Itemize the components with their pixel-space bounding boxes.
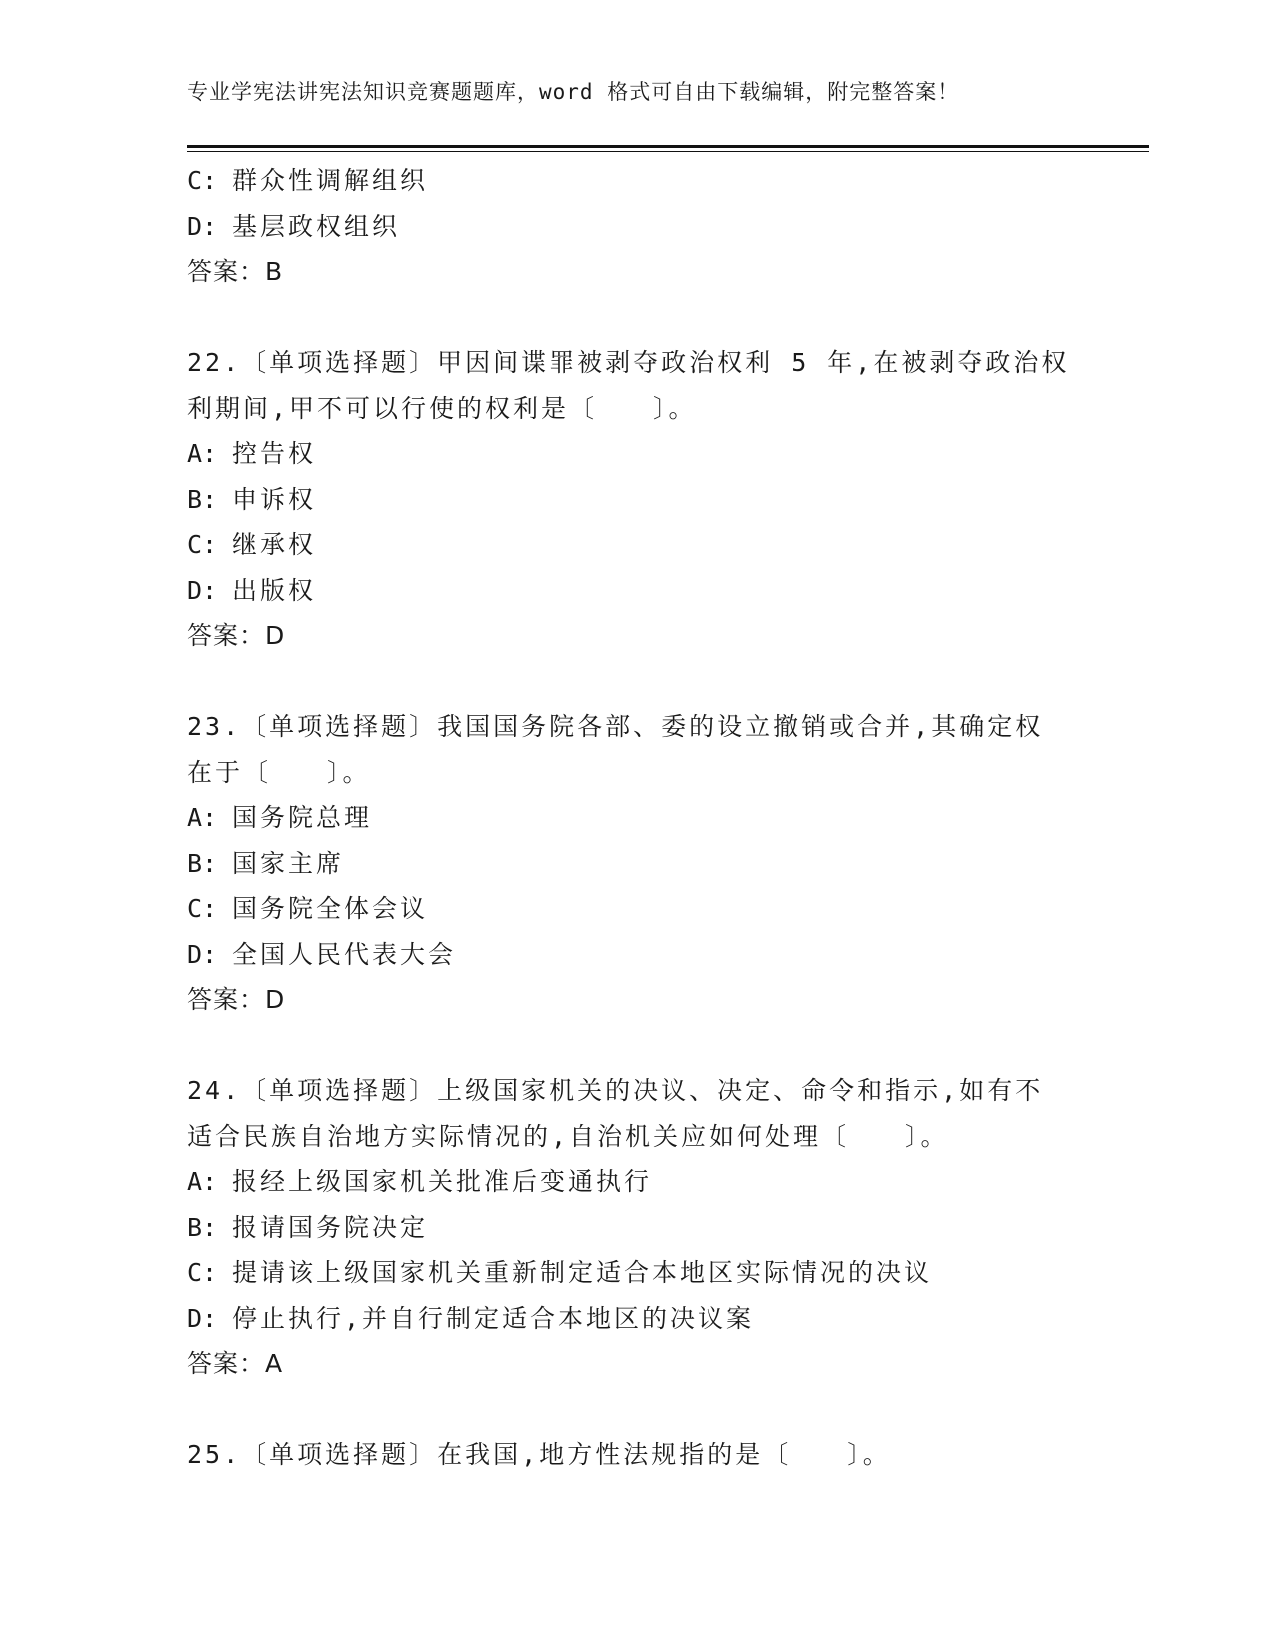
answer: 答案：D — [187, 985, 286, 1014]
option-b — [187, 477, 1107, 523]
answer: 答案：D — [187, 621, 286, 650]
option-text: 控告权 — [232, 439, 317, 468]
option-d — [187, 1296, 1107, 1342]
header-divider-thick — [187, 145, 1149, 148]
question-25 — [187, 1432, 1107, 1478]
question-21-tail — [187, 158, 1107, 295]
option-text: 国务院总理 — [232, 803, 373, 832]
option-d — [187, 932, 1107, 978]
option-text: 出版权 — [232, 575, 317, 605]
option-label: A: — [187, 1167, 218, 1196]
question-23 — [187, 704, 1107, 1023]
page-header: 专业学宪法讲宪法知识竞赛题题库，word 格式可自由下载编辑，附完整答案！ — [187, 80, 960, 104]
option-label: D: — [187, 211, 218, 241]
option-text: 申诉权 — [232, 484, 317, 514]
option-text: 继承权 — [232, 530, 317, 559]
option-label: C: — [187, 530, 218, 559]
option-text: 提请该上级国家机关重新制定适合本地区实际情况的决议 — [232, 1258, 933, 1287]
option-label: C: — [187, 894, 218, 923]
question-stem-line: 适合民族自治地方实际情况的,自治机关应如何处理〔 〕。 — [187, 1121, 949, 1151]
option-text: 国家主席 — [232, 848, 345, 878]
option-label: C: — [187, 1258, 218, 1287]
option-text: 全国人民代表大会 — [232, 939, 457, 969]
option-text: 停止执行,并自行制定适合本地区的决议案 — [232, 1303, 755, 1333]
option-label: A: — [187, 439, 218, 468]
answer: 答案：A — [187, 1349, 284, 1378]
option-label: D: — [187, 575, 218, 605]
question-stem-line: 23.〔单项选择题〕我国国务院各部、委的设立撤销或合并,其确定权 — [187, 712, 1044, 741]
question-22 — [187, 340, 1107, 659]
option-a — [187, 1159, 1107, 1205]
option-c — [187, 1250, 1107, 1296]
option-label: B: — [187, 1212, 218, 1242]
option-text: 国务院全体会议 — [232, 894, 429, 923]
question-stem-line: 在于〔 〕。 — [187, 757, 371, 787]
option-c — [187, 158, 1107, 204]
option-text: 报经上级国家机关批准后变通执行 — [232, 1167, 653, 1196]
question-stem-line: 22.〔单项选择题〕甲因间谍罪被剥夺政治权利 5 年,在被剥夺政治权 — [187, 348, 1070, 377]
option-label: B: — [187, 848, 218, 878]
option-b — [187, 841, 1107, 887]
question-stem-line: 25.〔单项选择题〕在我国,地方性法规指的是〔 〕。 — [187, 1440, 891, 1469]
option-label: A: — [187, 803, 218, 832]
question-list — [187, 158, 1107, 1478]
option-d — [187, 568, 1107, 614]
option-text: 基层政权组织 — [232, 211, 401, 241]
option-a — [187, 795, 1107, 841]
option-c — [187, 522, 1107, 568]
option-label: B: — [187, 484, 218, 514]
question-stem-line: 利期间,甲不可以行使的权利是〔 〕。 — [187, 393, 697, 423]
header-divider-thin — [187, 151, 1149, 152]
option-label: C: — [187, 166, 218, 195]
option-text: 群众性调解组织 — [232, 166, 429, 195]
answer: 答案：B — [187, 257, 284, 286]
option-text: 报请国务院决定 — [232, 1212, 429, 1242]
option-d — [187, 204, 1107, 250]
question-24 — [187, 1068, 1107, 1387]
option-a — [187, 431, 1107, 477]
option-b — [187, 1205, 1107, 1251]
question-stem-line: 24.〔单项选择题〕上级国家机关的决议、决定、命令和指示,如有不 — [187, 1076, 1044, 1105]
option-c — [187, 886, 1107, 932]
option-label: D: — [187, 939, 218, 969]
option-label: D: — [187, 1303, 218, 1333]
